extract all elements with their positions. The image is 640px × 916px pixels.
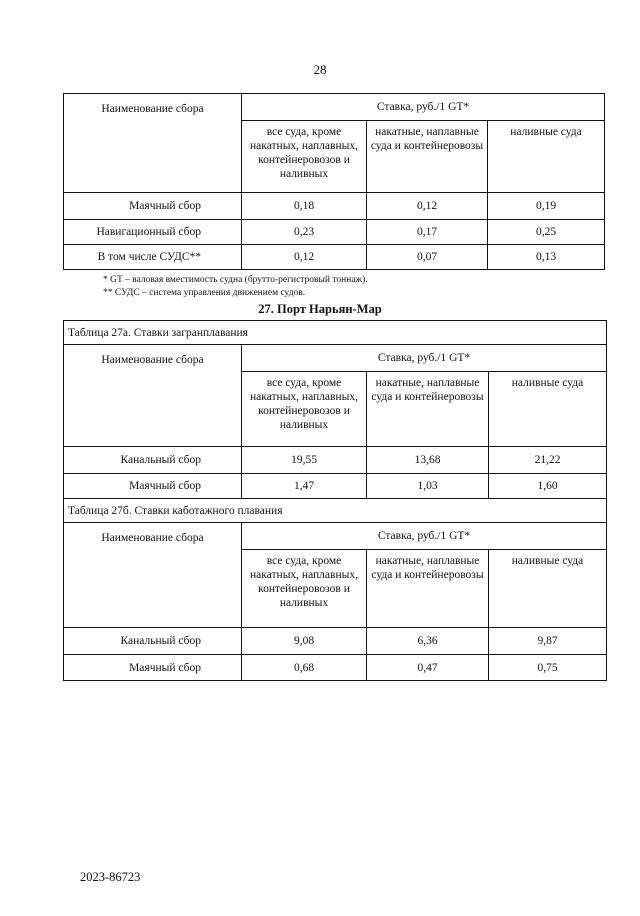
header-col-tankers: наливные суда	[489, 550, 607, 628]
page-number: 28	[313, 62, 327, 77]
header-fee-name: Наименование сбора	[64, 94, 242, 193]
header-fee-name: Наименование сбора	[64, 345, 242, 447]
header-col-roro-containers: накатные, наплавные суда и контейнеровозы	[367, 121, 488, 193]
rate-value: 0,23	[242, 220, 367, 245]
header-col-all-ships: все суда, кроме накатных, наплавных, контейнеровозов и наливных	[242, 372, 367, 447]
rate-value: 0,07	[367, 245, 488, 270]
table-row	[64, 193, 605, 220]
rate-value: 9,87	[489, 628, 607, 655]
header-rate: Ставка, руб./1 GT*	[242, 345, 607, 372]
rates-table-continued	[63, 93, 605, 270]
header-col-all-ships: все суда, кроме накатных, наплавных, контейнеровозов и наливных	[242, 121, 367, 193]
fee-name: В том числе СУДС**	[64, 245, 242, 270]
header-rate: Ставка, руб./1 GT*	[242, 94, 605, 121]
fee-name: Канальный сбор	[64, 628, 242, 655]
rate-value: 19,55	[242, 447, 367, 474]
rate-value: 0,19	[488, 193, 605, 220]
rate-value: 1,60	[489, 474, 607, 499]
table-row	[64, 447, 607, 474]
table-row	[64, 220, 605, 245]
table-row	[64, 474, 607, 499]
rate-value: 1,47	[242, 474, 367, 499]
rate-value: 0,12	[367, 193, 488, 220]
rate-value: 0,12	[242, 245, 367, 270]
rate-value: 0,18	[242, 193, 367, 220]
table-row	[64, 245, 605, 270]
footnotes	[103, 274, 368, 300]
rate-value: 21,22	[489, 447, 607, 474]
header-col-roro-containers: накатные, наплавные суда и контейнеровозы	[367, 550, 489, 628]
rate-value: 0,47	[367, 655, 489, 681]
header-rate: Ставка, руб./1 GT*	[242, 523, 607, 550]
rate-value: 0,25	[488, 220, 605, 245]
footnote-suds: ** СУДС – система управления движением судов.	[103, 288, 306, 298]
rate-value: 0,13	[488, 245, 605, 270]
naryan-mar-rates-table	[63, 320, 607, 681]
footnote-gt: * GT – валовая вместимость судна (брутто-регистровый тоннаж).	[103, 275, 368, 285]
rate-value: 9,08	[242, 628, 367, 655]
header-col-tankers: наливные суда	[488, 121, 605, 193]
rate-value: 13,68	[367, 447, 489, 474]
fee-name: Канальный сбор	[64, 447, 242, 474]
rate-value: 6,36	[367, 628, 489, 655]
table-row	[64, 628, 607, 655]
fee-name: Маячный сбор	[64, 474, 242, 499]
table-caption-27a: Таблица 27а. Ставки загранплавания	[64, 321, 607, 345]
header-fee-name: Наименование сбора	[64, 523, 242, 628]
fee-name: Навигационный сбор	[64, 220, 242, 245]
rate-value: 1,03	[367, 474, 489, 499]
rate-value: 0,75	[489, 655, 607, 681]
rate-value: 0,17	[367, 220, 488, 245]
table-caption-27b: Таблица 27б. Ставки каботажного плавания	[64, 499, 607, 523]
fee-name: Маячный сбор	[64, 193, 242, 220]
section-title: 27. Порт Нарьян-Мар	[258, 302, 382, 316]
fee-name: Маячный сбор	[64, 655, 242, 681]
header-col-all-ships: все суда, кроме накатных, наплавных, контейнеровозов и наливных	[242, 550, 367, 628]
header-col-roro-containers: накатные, наплавные суда и контейнеровозы	[367, 372, 489, 447]
header-col-tankers: наливные суда	[489, 372, 607, 447]
rate-value: 0,68	[242, 655, 367, 681]
document-number: 2023-86723	[80, 870, 141, 884]
table-row	[64, 655, 607, 681]
